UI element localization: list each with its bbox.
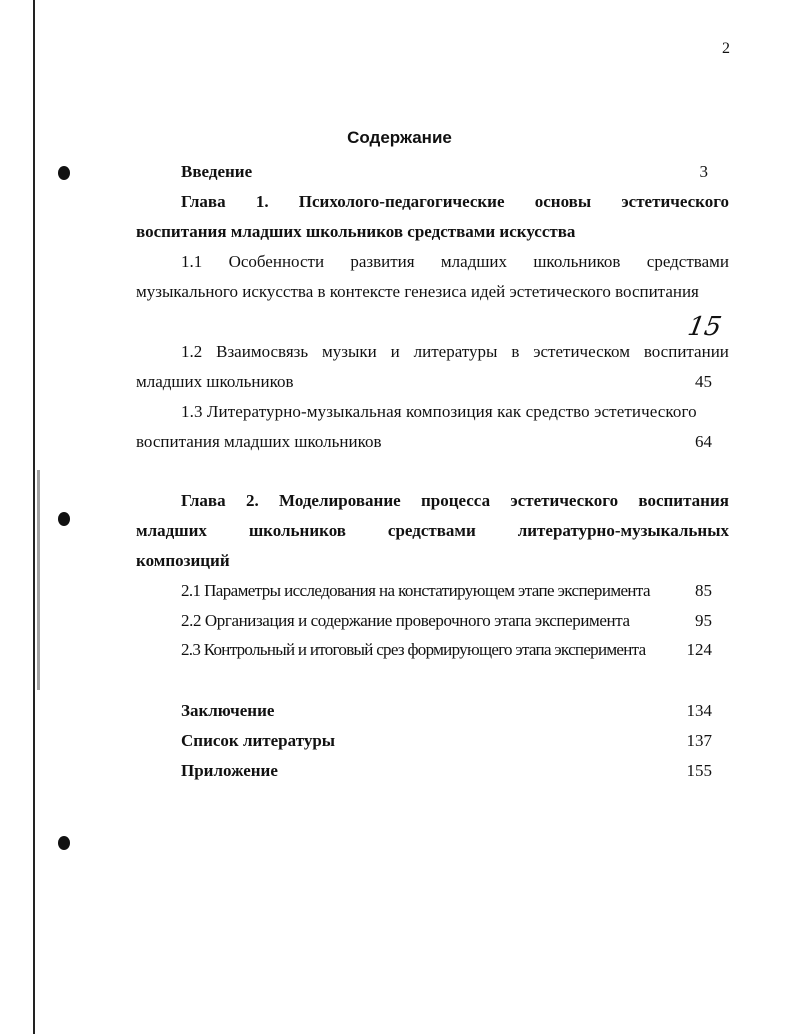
toc-section-1-2-line2: младших школьников [136, 372, 294, 391]
toc-section-1-1-line2: музыкального искусства в контексте генезиса идей эстетического воспитания [136, 282, 699, 301]
toc-intro-label: Введение [181, 162, 253, 181]
toc-conclusion-page: 134 [686, 701, 712, 720]
binder-hole-mark [58, 166, 70, 180]
toc-chapter2-heading-line2: младших школьников средствами литературно-музыкальных [136, 521, 729, 540]
page-number: 2 [722, 40, 730, 57]
toc-chapter2-heading-line1: Глава 2. Моделирование процесса эстетического воспитания [181, 491, 729, 510]
toc-section-2-1-page: 85 [695, 581, 712, 600]
toc-section-1-3-line1: 1.3 Литературно-музыкальная композиция как средство эстетического [181, 402, 697, 421]
toc-section-1-1-line1: 1.1 Особенности развития младших школьников средствами [181, 252, 729, 271]
toc-appendix-label: Приложение [181, 761, 278, 780]
toc-appendix-page: 155 [686, 761, 712, 780]
toc-chapter2-heading-line3: композиций [136, 551, 230, 570]
toc-section-2-2-label: 2.2 Организация и содержание проверочного этапа эксперимента [181, 611, 630, 630]
toc-section-1-2-line1: 1.2 Взаимосвязь музыки и литературы в эстетическом воспитании [181, 342, 729, 361]
toc-section-1-2-page: 45 [695, 372, 712, 391]
toc-conclusion-label: Заключение [181, 701, 275, 720]
binder-hole-mark [58, 512, 70, 526]
toc-section-2-3-label: 2.3 Контрольный и итоговый срез формирующего этапа эксперимента [181, 640, 646, 659]
binder-hole-mark [58, 836, 70, 850]
toc-section-1-3-page: 64 [695, 432, 712, 451]
scan-noise-strip [37, 470, 40, 690]
toc-chapter1-heading-line2: воспитания младших школьников средствами искусства [136, 222, 576, 241]
toc-references-label: Список литературы [181, 731, 336, 750]
toc-section-1-3-line2: воспитания младших школьников [136, 432, 382, 451]
toc-chapter1-heading-line1: Глава 1. Психолого-педагогические основы эстетического [181, 192, 729, 211]
page-title: Содержание [347, 128, 452, 147]
toc-section-2-2-page: 95 [695, 611, 712, 630]
toc-intro-page: 3 [699, 162, 708, 181]
toc-references-page: 137 [686, 731, 712, 750]
scan-border-line [33, 0, 35, 1034]
toc-section-2-1-label: 2.1 Параметры исследования на констатирующем этапе эксперимента [181, 581, 650, 600]
handwritten-page-number: 15 [685, 312, 724, 342]
toc-section-2-3-page: 124 [686, 640, 712, 659]
